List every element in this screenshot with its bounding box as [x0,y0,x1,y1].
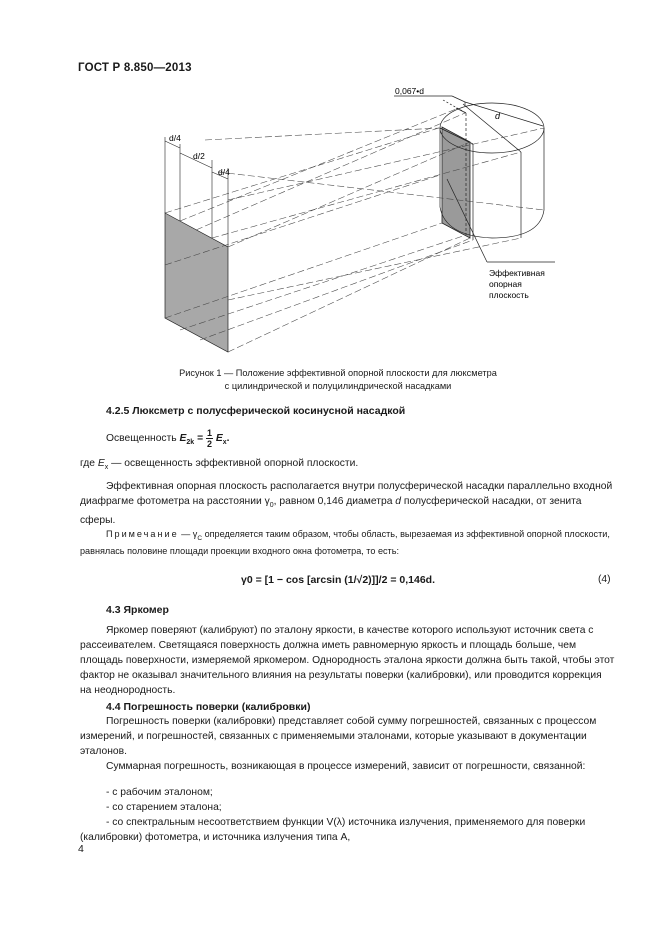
note-block [80,528,615,559]
section-4-2-5-paragraph [80,480,615,529]
equation-4: γ0 = [1 − cos [arcsin (1/√2)]]/2 = 0,146d. [241,574,435,586]
formula-rhs: E [215,433,223,445]
note-rest: определяется таким образом, чтобы область, вырезаемая из эффективной опорной плоскости, равнялась половине площади проекции входного окна фотометра, то есть: [80,529,610,557]
formula-rhs-sub: x [222,439,227,447]
formula-lhs-sub: 2k [186,439,195,447]
para1-b: , равном 0,146 диаметра [273,495,396,507]
note-text: — γ [178,529,198,539]
para1-var: d [395,495,402,507]
caption-line-1: Рисунок 1 — Положение эффективной опорной плоскости для люксметра [179,368,497,378]
label-diameter: d [495,111,501,121]
para1-sub: 0 [269,501,274,509]
section-4-3-title: 4.3 Яркомер [106,604,169,616]
formula-word: Освещенность [106,433,177,445]
formula-lhs: E [179,433,187,445]
list-item-1: - с рабочим эталоном; [106,787,213,798]
label-d4-bottom: d/4 [218,167,230,177]
where-sub: x [104,464,109,472]
formula-fraction [206,428,213,449]
label-d4-top: d/4 [169,133,181,143]
effective-plane-plate [165,213,228,352]
where-var: E [97,458,105,469]
label-offset: 0,067•d [395,86,424,96]
where-clause [80,457,615,476]
caption-line-2: с цилиндрической и полуцилиндрической насадками [224,381,452,391]
equation-number: (4) [598,574,611,585]
label-d2: d/2 [193,151,205,161]
figure-1-diagram [0,0,661,365]
list-item-2: - со старением эталона; [106,802,222,813]
illuminance-formula: Освещенность $E_{2k}$ = $\frac{1}{2}$ $E_x$. [106,428,230,449]
list-item-3: - со спектральным несоответствием функции V(λ) источника излучения, применяемого для поверки (калибровки) фотометра, и источника излучения типа А, [80,817,586,843]
para1-a: Эффективная опорная плоскость располагается внутри полусферической насадки параллельно входной диафрагме фотометра на расстоянии γ [80,481,613,507]
callout-line-3: плоскость [489,290,529,300]
para1-c: полусферической насадки, от зенита сферы. [80,495,582,526]
note-label: Примечание [106,529,179,539]
note-sub: C [197,534,203,542]
where-text: — освещенность эффективной опорной плоскости. [108,458,359,469]
section-4-4-title: 4.4 Погрешность поверки (калибровки) [106,701,311,713]
section-4-4-para-1: Погрешность поверки (калибровки) представляет собой сумму погрешностей, связанных с процессом измерений, и погрешностей, связанных с применяемыми эталонами, которые указывают в документации эталонов. [80,716,597,757]
section-4-3-text: Яркомер поверяют (калибруют) по эталону яркости, в качестве которого используют источник света с рассеивателем. Светящаяся поверхность должна иметь равномерную яркость и площадь больше, чем площадь поверхности, измеряемой яркомером. Однородность эталона яркости должна быть такой, чтобы этот фактор не оказывал значительного влияния на результаты поверки (калибровки), или проводится коррекция на неоднородность. [80,625,615,696]
section-4-4-para-2: Суммарная погрешность, возникающая в процессе измерений, зависит от погрешности, связанной: [106,761,586,772]
section-4-2-5-title: 4.2.5 Люксметр с полусферической косинусной насадкой [106,405,406,417]
where-pre: где [80,458,96,469]
document-header: ГОСТ Р 8.850—2013 [78,62,192,74]
callout-line-1: Эффективная [489,268,545,278]
fraction-denominator: 2 [206,439,212,449]
callout-line-2: опорная [489,279,522,289]
figure-caption [78,367,598,393]
page-number: 4 [78,843,84,855]
fraction-numerator: 1 [206,428,212,438]
